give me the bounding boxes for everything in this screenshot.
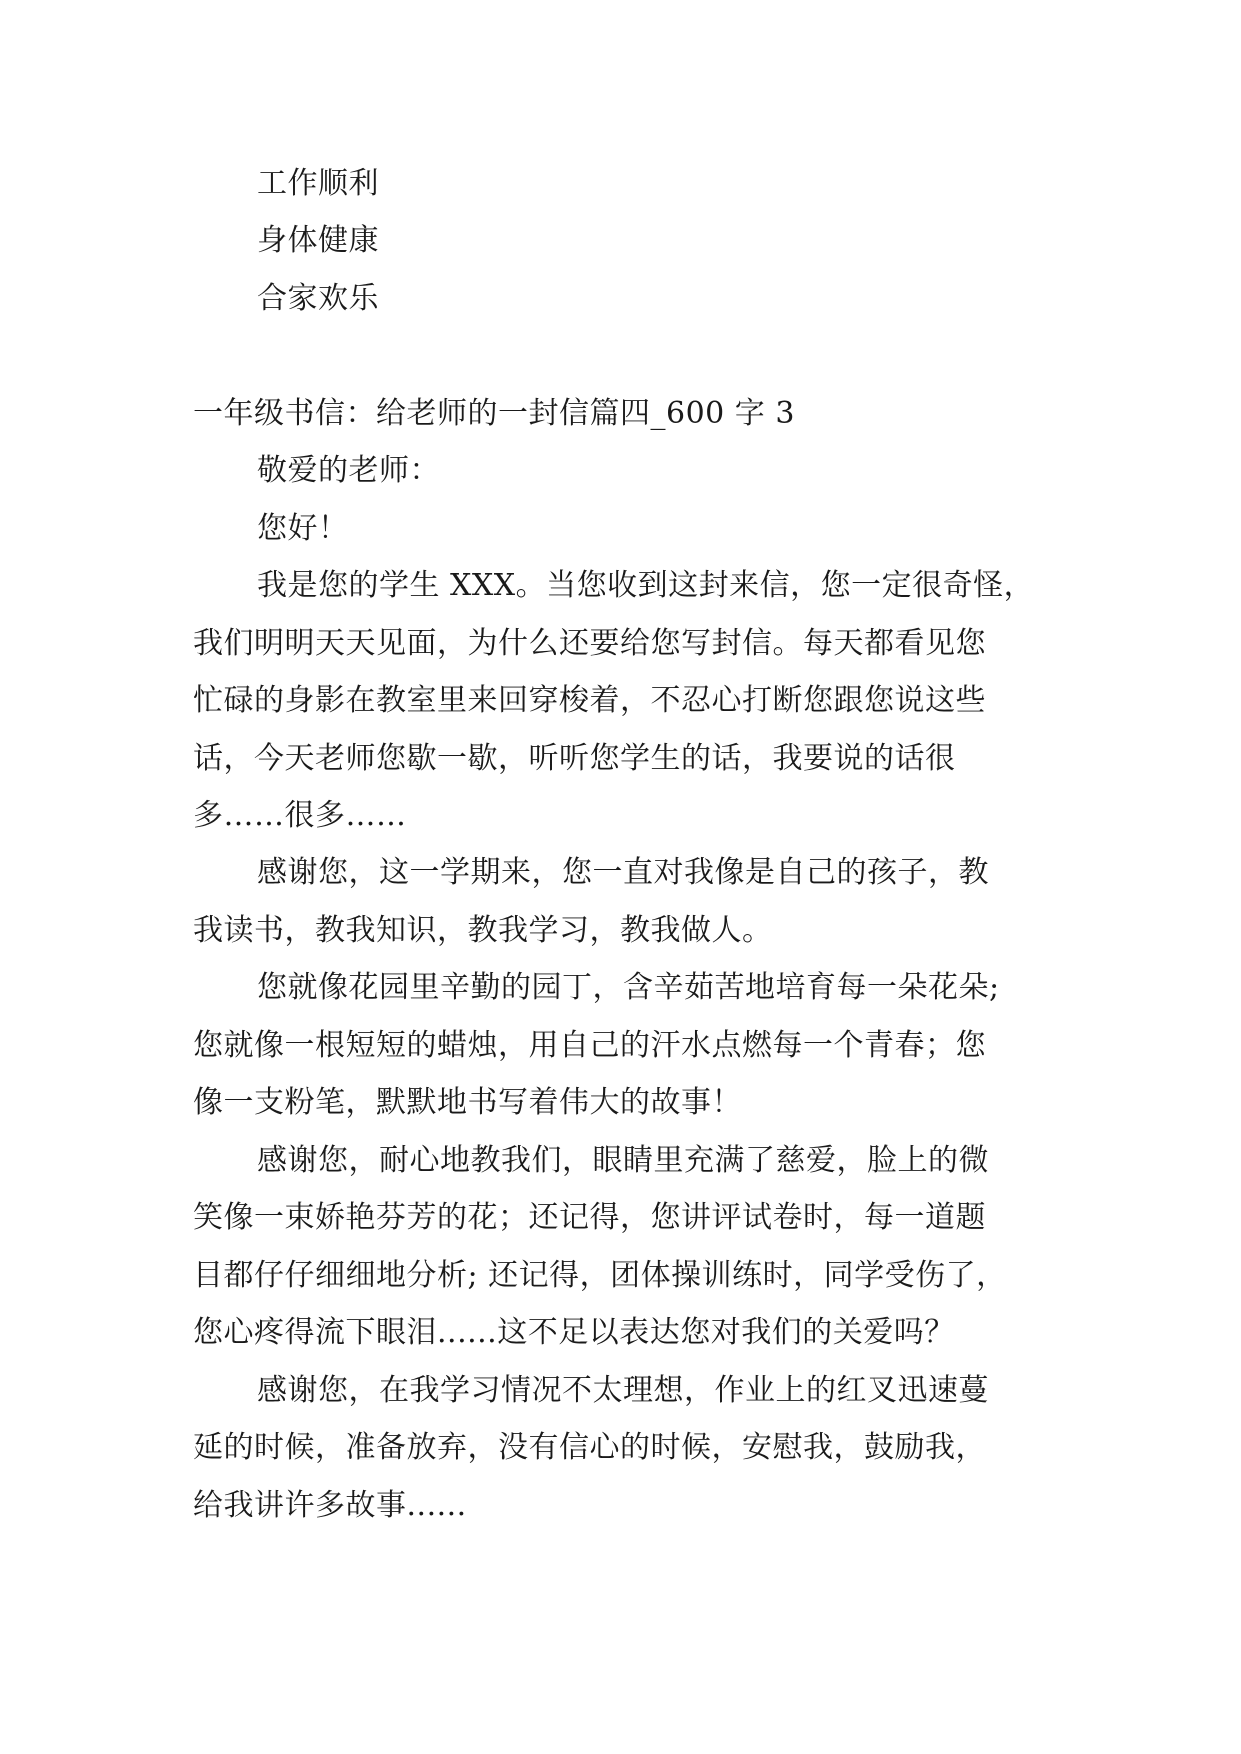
paragraph-line: 像一支粉笔，默默地书写着伟大的故事！	[193, 1085, 742, 1120]
paragraph-line: 话，今天老师您歇一歇，听听您学生的话，我要说的话很	[193, 741, 956, 776]
wish-line: 合家欢乐	[257, 281, 379, 316]
paragraph-line: 忙碌的身影在教室里来回穿梭着，不忍心打断您跟您说这些	[193, 683, 986, 718]
paragraph-line: 我读书，教我知识，教我学习，教我做人。	[193, 913, 773, 948]
wish-line: 工作顺利	[257, 166, 379, 201]
paragraph-line: 我们明明天天见面，为什么还要给您写封信。每天都看见您	[193, 626, 986, 661]
greeting: 您好！	[257, 511, 349, 546]
paragraph-line: 目都仔仔细细地分析; 还记得，团体操训练时，同学受伤了，	[193, 1258, 1007, 1293]
salutation: 敬爱的老师：	[257, 453, 440, 488]
paragraph-line: 多……很多……	[193, 798, 407, 833]
paragraph-line: 您就像一根短短的蜡烛，用自己的汗水点燃每一个青春；您	[193, 1028, 986, 1063]
paragraph-line: 您心疼得流下眼泪......这不足以表达您对我们的关爱吗？	[193, 1315, 955, 1350]
wish-line: 身体健康	[257, 223, 379, 258]
paragraph-line: 您就像花园里辛勤的园丁，含辛茹苦地培育每一朵花朵;	[257, 970, 1000, 1005]
paragraph-line: 感谢您，耐心地教我们，眼睛里充满了慈爱，脸上的微	[257, 1143, 989, 1178]
paragraph-line: 笑像一束娇艳芬芳的花；还记得，您讲评试卷时，每一道题	[193, 1200, 986, 1235]
paragraph-line: 感谢您，在我学习情况不太理想，作业上的红叉迅速蔓	[257, 1373, 989, 1408]
paragraph-line: 感谢您，这一学期来，您一直对我像是自己的孩子，教	[257, 855, 989, 890]
paragraph-line: 延的时候，准备放弃，没有信心的时候，安慰我，鼓励我，	[193, 1430, 986, 1465]
paragraph-line: 给我讲许多故事......	[193, 1488, 467, 1523]
paragraph-line: 我是您的学生 XXX。当您收到这封来信，您一定很奇怪，	[257, 568, 1035, 603]
section-heading: 一年级书信：给老师的一封信篇四_600 字 3	[193, 396, 795, 431]
